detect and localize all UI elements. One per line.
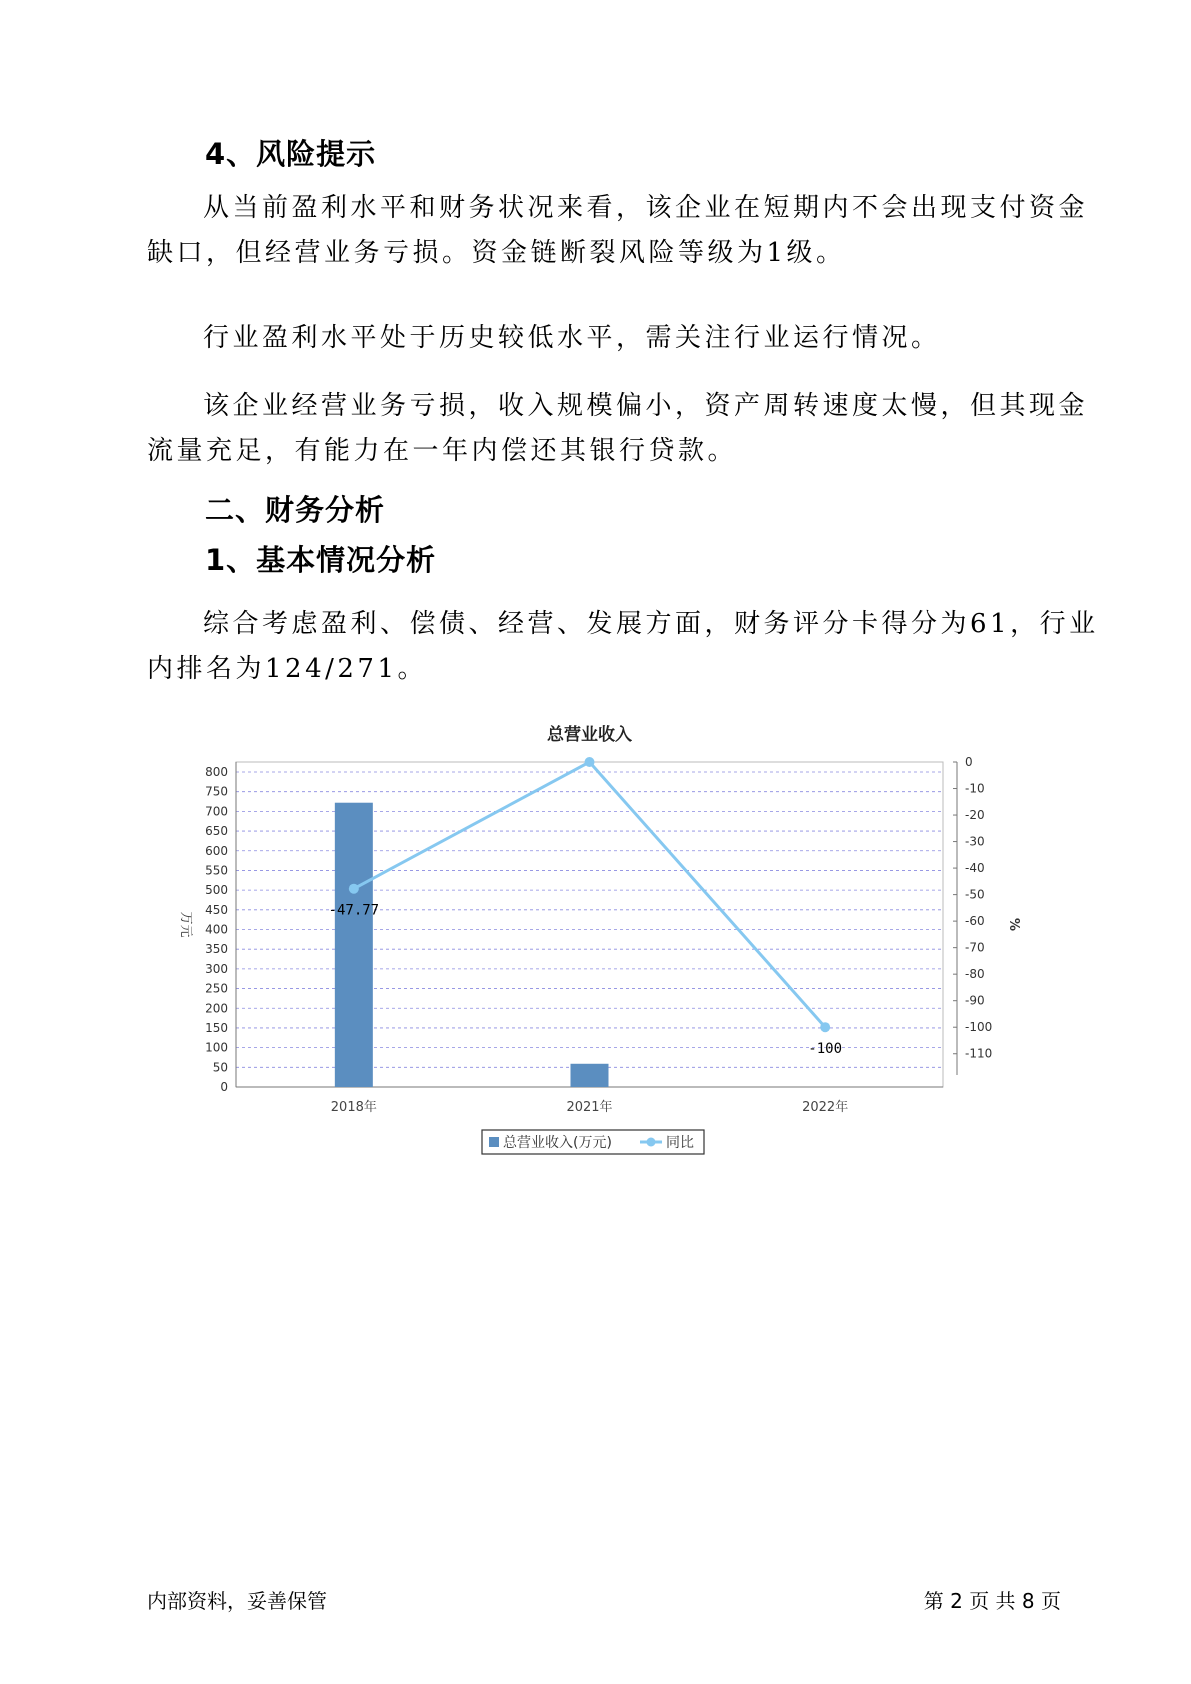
data-label-yoy: -100 (808, 1041, 843, 1058)
legend-swatch-yoy-marker (647, 1138, 656, 1147)
y-tick-label: 0 (220, 1080, 228, 1094)
y-tick-label: 150 (205, 1020, 228, 1035)
y2-tick-label: -30 (965, 834, 985, 849)
point-yoy-1 (585, 757, 595, 767)
y2-tick-label: -20 (965, 808, 985, 823)
y-axis-label: 万元 (178, 911, 193, 938)
x-tick-label: 2021年 (566, 1100, 613, 1115)
risk-paragraph-1 (147, 186, 1089, 276)
legend-swatch-revenue (489, 1137, 499, 1147)
y-tick-label: 100 (205, 1040, 228, 1055)
y2-tick-label: -60 (965, 914, 985, 929)
legend-label-yoy: 同比 (666, 1135, 694, 1151)
y2-tick-label: 0 (965, 755, 973, 769)
y-tick-label: 350 (205, 942, 228, 957)
y-tick-label: 50 (212, 1060, 228, 1075)
risk-paragraph-3-line-2: 流量充足，有能力在一年内偿还其银行贷款。 (147, 436, 738, 466)
y2-tick-label: -90 (965, 993, 985, 1008)
footer-confidential-note: 内部资料，妥善保管 (147, 1589, 327, 1613)
y2-tick-label: -80 (965, 967, 985, 982)
finance-paragraph-1 (147, 602, 1099, 692)
y-tick-label: 450 (205, 902, 228, 917)
point-yoy-2 (820, 1022, 830, 1032)
risk-paragraph-2-line-1: 行业盈利水平处于历史较低水平，需关注行业运行情况。 (203, 323, 941, 353)
y2-tick-label: -10 (965, 781, 985, 796)
y-tick-label: 550 (205, 863, 228, 878)
y-tick-label: 800 (205, 765, 228, 779)
y-tick-label: 600 (205, 843, 228, 858)
y2-tick-label: -40 (965, 861, 985, 876)
y-tick-label: 250 (205, 981, 228, 996)
legend-label-revenue: 总营业收入(万元) (503, 1135, 612, 1151)
chart-title: 总营业收入 (547, 725, 632, 745)
x-tick-label: 2018年 (330, 1100, 377, 1115)
y-tick-label: 500 (205, 883, 228, 898)
risk-paragraph-3 (147, 384, 1089, 474)
risk-paragraph-2 (147, 316, 1047, 361)
risk-paragraph-1-line-1: 从当前盈利水平和财务状况来看，该企业在短期内不会出现支付资金 (203, 193, 1089, 223)
y-tick-label: 750 (205, 784, 228, 799)
y-tick-label: 300 (205, 961, 228, 976)
y-tick-label: 650 (205, 824, 228, 839)
y2-tick-label: -50 (965, 887, 985, 902)
data-label-yoy: -47.77 (328, 902, 380, 919)
risk-paragraph-3-line-1: 该企业经营业务亏损，收入规模偏小，资产周转速度太慢，但其现金 (203, 391, 1089, 421)
y-tick-label: 700 (205, 804, 228, 819)
bar-revenue-0 (335, 803, 373, 1087)
footer-page-number: 第 2 页 共 8 页 (923, 1589, 1061, 1613)
y-tick-label: 200 (205, 1001, 228, 1016)
finance-paragraph-1-line-2: 内排名为124/271。 (147, 654, 428, 684)
revenue-chart (170, 710, 1030, 1180)
section-heading-risk: 4、风险提示 (205, 137, 377, 171)
y2-tick-label: -70 (965, 940, 985, 955)
risk-paragraph-1-line-2: 缺口，但经营业务亏损。资金链断裂风险等级为1级。 (147, 238, 846, 268)
sub-heading-basic-analysis: 1、基本情况分析 (205, 543, 437, 577)
y2-tick-label: -110 (965, 1046, 993, 1061)
y-tick-label: 400 (205, 922, 228, 937)
x-tick-label: 2022年 (802, 1100, 849, 1115)
point-yoy-0 (349, 884, 359, 894)
y2-tick-label: -100 (965, 1020, 993, 1035)
bar-revenue-1 (571, 1064, 609, 1087)
finance-paragraph-1-line-1: 综合考虑盈利、偿债、经营、发展方面，财务评分卡得分为61，行业 (203, 609, 1099, 639)
section-heading-finance: 二、财务分析 (205, 493, 386, 527)
y2-axis-label: % (1006, 917, 1021, 932)
